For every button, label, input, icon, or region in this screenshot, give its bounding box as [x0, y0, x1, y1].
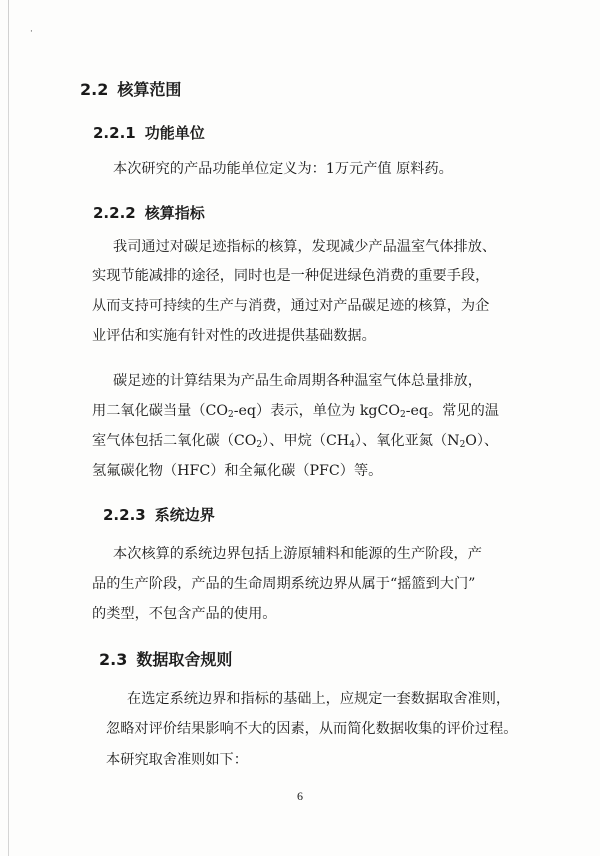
- section-title: 数据取舍规则: [136, 650, 233, 669]
- text-run: -eq。常见的温: [405, 403, 499, 419]
- paragraph-line: 实现节能减排的途径，同时也是一种促进绿色消费的重要手段，: [92, 268, 490, 284]
- section-number: 2.2.1: [93, 124, 136, 142]
- text-run: ）、甲烷（CH: [262, 433, 350, 449]
- section-heading-2-2-3: [103, 505, 215, 525]
- text-run: 室气体包括二氧化碳（CO: [92, 433, 257, 449]
- text-run: ）、氧化亚氮（N: [354, 433, 460, 449]
- text-run: 用二氧化碳当量（CO: [92, 403, 228, 419]
- section-title: 核算指标: [144, 204, 205, 222]
- subscript: 4: [349, 440, 355, 450]
- section-title: 系统边界: [154, 506, 215, 524]
- text-run: O）、: [465, 433, 499, 449]
- paragraph-line: 氢氟碳化物（HFC）和全氟化碳（PFC）等。: [92, 463, 383, 479]
- paragraph-line: 碳足迹的计算结果为产品生命周期各种温室气体总量排放，: [113, 373, 482, 389]
- paragraph-line: 本次研究的产品功能单位定义为：1万元产值 原料药。: [113, 161, 453, 177]
- paragraph-line: 业评估和实施有针对性的改进提供基础数据。: [92, 328, 376, 344]
- page-number: 6: [297, 789, 303, 803]
- scan-speck: ·: [30, 27, 33, 37]
- paragraph-line: 本次核算的系统边界包括上游原辅料和能源的生产阶段，产: [113, 546, 482, 562]
- paragraph-line: [92, 401, 499, 421]
- section-heading-2-3: [99, 650, 232, 670]
- subscript: 2: [228, 410, 234, 420]
- paragraph-line: 我司通过对碳足迹指标的核算，发现减少产品温室气体排放、: [113, 239, 497, 255]
- section-heading-2-2: [80, 80, 181, 100]
- section-number: 2.2.2: [93, 204, 136, 222]
- subscript: 2: [459, 440, 466, 450]
- subscript: 2: [256, 440, 263, 450]
- paragraph-line: 从而支持可持续的生产与消费，通过对产品碳足迹的核算，为企: [92, 298, 490, 314]
- section-heading-2-2-2: [93, 203, 205, 223]
- paragraph-line: 忽略对评价结果影响不大的因素，从而简化数据收集的评价过程。: [106, 721, 518, 737]
- paragraph-line: 本研究取舍准则如下：: [106, 752, 248, 768]
- paragraph-line: 品的生产阶段，产品的生命周期系统边界从属于“摇篮到大门”: [92, 576, 476, 592]
- paragraph-line: 的类型，不包含产品的使用。: [92, 606, 277, 622]
- subscript: 2: [400, 410, 406, 420]
- section-title: 功能单位: [144, 124, 205, 142]
- paragraph-line: [92, 431, 498, 451]
- section-heading-2-2-1: [93, 123, 205, 143]
- paragraph-line: 在选定系统边界和指标的基础上，应规定一套数据取舍准则，: [127, 691, 511, 707]
- section-number: 2.2: [80, 80, 109, 99]
- text-run: -eq）表示，单位为 kgCO: [233, 403, 400, 419]
- section-number: 2.2.3: [103, 506, 146, 524]
- scan-edge-line: [8, 0, 9, 856]
- section-title: 核算范围: [117, 80, 182, 99]
- section-number: 2.3: [99, 650, 128, 669]
